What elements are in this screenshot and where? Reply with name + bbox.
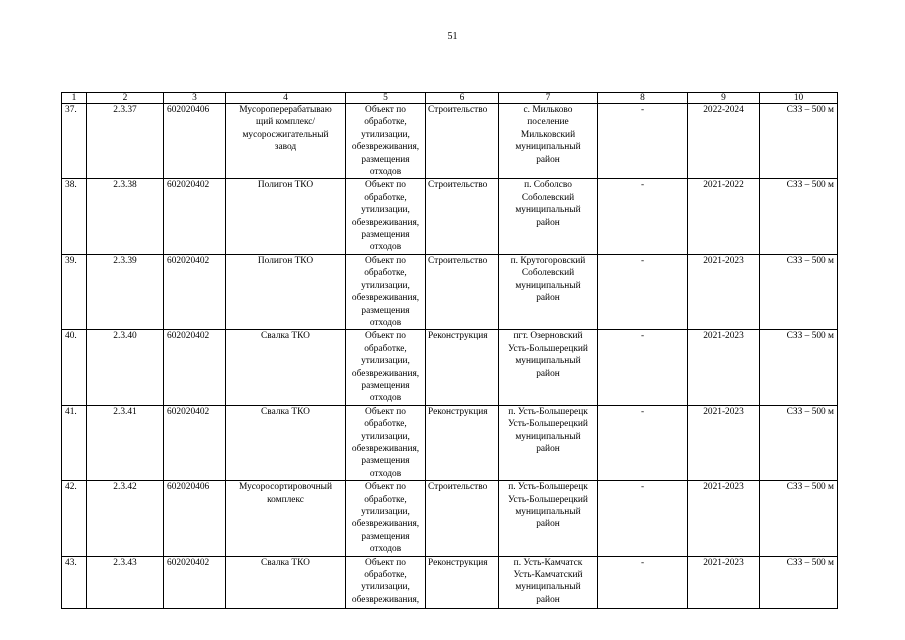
object-purpose-line: обезвреживания, [351, 519, 420, 530]
header-cell: 7 [499, 93, 598, 104]
row-index: 2.3.40 [87, 330, 164, 405]
column-8-value: - [598, 179, 688, 254]
row-index: 2.3.39 [87, 254, 164, 329]
object-name-line: Свалка ТКО [261, 331, 310, 342]
row-number: 42. [62, 481, 87, 556]
object-location-line: Соболевский [521, 268, 575, 279]
object-name [226, 179, 346, 254]
object-location-line: с. Мильково [523, 105, 573, 115]
implementation-period: 2021-2023 [688, 330, 760, 405]
object-location-line: муниципальный [515, 582, 581, 593]
object-location-line: район [536, 519, 560, 530]
object-location-line: район [536, 594, 560, 605]
object-purpose [346, 179, 426, 254]
objects-table [61, 92, 838, 609]
header-cell: 8 [598, 93, 688, 104]
row-number: 40. [62, 330, 87, 405]
table-body [62, 104, 838, 609]
object-location-line: муниципальный [515, 431, 581, 442]
object-purpose [346, 104, 426, 179]
object-purpose-line: Объект по [365, 482, 406, 493]
object-purpose-line: утилизации, [361, 356, 410, 367]
object-name-line: Свалка ТКО [261, 406, 310, 417]
object-purpose-line: утилизации, [361, 582, 410, 593]
object-location [499, 179, 598, 254]
object-location-line: п. Усть-Большерецк [508, 406, 588, 417]
object-purpose-line: Объект по [365, 406, 406, 417]
object-purpose-line: Объект по [365, 105, 406, 115]
header-row [62, 93, 838, 104]
object-name [226, 104, 346, 179]
object-location [499, 556, 598, 608]
table-row [62, 481, 838, 556]
column-8-value: - [598, 556, 688, 608]
column-8-value: - [598, 330, 688, 405]
column-8-value: - [598, 405, 688, 480]
header-cell: 5 [346, 93, 426, 104]
object-purpose-line: отходов [369, 544, 402, 555]
header-cell: 10 [760, 93, 838, 104]
object-code: 602020406 [164, 104, 226, 179]
object-location [499, 104, 598, 179]
object-location [499, 481, 598, 556]
object-location [499, 254, 598, 329]
object-location-line: пгт. Озерновский [513, 331, 583, 342]
object-purpose-line: обработке, [364, 192, 407, 203]
sanitary-zone: СЗЗ – 500 м [760, 330, 838, 405]
object-purpose-line: обезвреживания, [351, 368, 420, 379]
object-purpose-line: обезвреживания, [351, 142, 420, 153]
object-purpose-line: отходов [369, 167, 402, 178]
header-cell: 2 [87, 93, 164, 104]
object-purpose [346, 330, 426, 405]
object-name [226, 556, 346, 608]
object-location [499, 330, 598, 405]
object-name [226, 254, 346, 329]
column-8-value: - [598, 254, 688, 329]
object-purpose-line: размещения [361, 305, 410, 316]
object-name-line: завод [274, 142, 297, 153]
object-purpose [346, 481, 426, 556]
table-row [62, 405, 838, 480]
object-location-line: район [536, 154, 560, 165]
object-purpose-line: обработке, [364, 570, 407, 581]
column-8-value: - [598, 481, 688, 556]
object-purpose-line: размещения [361, 380, 410, 391]
object-location-line: муниципальный [515, 507, 581, 517]
implementation-period: 2021-2023 [688, 556, 760, 608]
sanitary-zone: СЗЗ – 500 м [760, 254, 838, 329]
object-purpose-line: утилизации, [361, 280, 410, 291]
object-location-line: район [536, 443, 560, 454]
object-purpose-line: обработке, [364, 117, 407, 128]
work-kind: Строительство [426, 179, 499, 254]
sanitary-zone: СЗЗ – 500 м [760, 179, 838, 254]
object-name-line: Полигон ТКО [257, 255, 314, 266]
header-cell: 9 [688, 93, 760, 104]
work-kind: Строительство [426, 104, 499, 179]
object-purpose-line: размещения [361, 230, 410, 241]
row-number: 41. [62, 405, 87, 480]
header-cell: 3 [164, 93, 226, 104]
object-name-line: комплекс [267, 494, 304, 505]
object-location-line: район [536, 368, 560, 379]
object-name-line: Мусороперерабатываю [239, 105, 332, 115]
object-location-line: муниципальный [515, 142, 581, 153]
object-name-line: Мусоросортировочный [238, 482, 332, 493]
object-purpose-line: обработке, [364, 343, 407, 354]
object-code: 602020402 [164, 330, 226, 405]
object-purpose-line: утилизации, [361, 507, 410, 517]
sanitary-zone: СЗЗ – 500 м [760, 405, 838, 480]
sanitary-zone: СЗЗ – 500 м [760, 481, 838, 556]
object-purpose-line: Объект по [365, 557, 406, 568]
implementation-period: 2021-2023 [688, 481, 760, 556]
object-name-line: Свалка ТКО [261, 557, 310, 568]
work-kind: Строительство [426, 481, 499, 556]
object-location-line: п. Усть-Камчатск [513, 557, 583, 568]
object-purpose-line: отходов [369, 242, 402, 253]
object-location-line: муниципальный [515, 356, 581, 367]
object-purpose [346, 556, 426, 608]
work-kind: Реконструкция [426, 556, 499, 608]
row-index: 2.3.41 [87, 405, 164, 480]
object-purpose-line: обезвреживания, [351, 594, 420, 605]
object-name-line: мусоросжигательный [242, 129, 329, 140]
sanitary-zone: СЗЗ – 500 м [760, 104, 838, 179]
object-purpose [346, 405, 426, 480]
work-kind: Строительство [426, 254, 499, 329]
work-kind: Реконструкция [426, 330, 499, 405]
object-code: 602020402 [164, 556, 226, 608]
row-number: 39. [62, 254, 87, 329]
object-code: 602020402 [164, 179, 226, 254]
header-cell: 6 [426, 93, 499, 104]
object-purpose-line: обработке, [364, 419, 407, 430]
object-purpose-line: утилизации, [361, 205, 410, 216]
table-row [62, 556, 838, 608]
page-number: 51 [447, 31, 458, 42]
object-location-line: район [536, 293, 560, 304]
object-name [226, 405, 346, 480]
row-index: 2.3.43 [87, 556, 164, 608]
object-purpose-line: отходов [369, 393, 402, 404]
table-row [62, 254, 838, 329]
table-row [62, 330, 838, 405]
header-cell: 1 [62, 93, 87, 104]
object-location-line: п. Крутогоровский [510, 255, 586, 266]
object-code: 602020402 [164, 254, 226, 329]
object-purpose-line: утилизации, [361, 129, 410, 140]
object-location-line: п. Усть-Большерецк [508, 482, 588, 493]
row-index: 2.3.42 [87, 481, 164, 556]
object-name [226, 330, 346, 405]
object-location-line: муниципальный [515, 205, 581, 216]
object-location-line: Усть-Камчатский [513, 570, 583, 581]
object-location-line: муниципальный [515, 280, 581, 291]
object-name-line: Полигон ТКО [257, 180, 314, 191]
object-purpose-line: отходов [369, 317, 402, 328]
row-number: 37. [62, 104, 87, 179]
object-name-line: щий комплекс/ [255, 117, 316, 128]
object-purpose-line: обезвреживания, [351, 217, 420, 228]
object-purpose-line: обработке, [364, 494, 407, 505]
object-location-line: Мильковский [520, 129, 576, 140]
object-location-line: п. Соболсво [524, 180, 572, 191]
header-cell: 4 [226, 93, 346, 104]
implementation-period: 2021-2023 [688, 405, 760, 480]
object-purpose-line: обезвреживания, [351, 443, 420, 454]
object-purpose [346, 254, 426, 329]
implementation-period: 2021-2023 [688, 254, 760, 329]
column-8-value: - [598, 104, 688, 179]
object-location-line: поселение [527, 117, 569, 128]
object-purpose-line: обработке, [364, 268, 407, 279]
row-number: 43. [62, 556, 87, 608]
object-purpose-line: отходов [369, 468, 402, 479]
implementation-period: 2021-2022 [688, 179, 760, 254]
object-purpose-line: утилизации, [361, 431, 410, 442]
object-purpose-line: Объект по [365, 331, 406, 342]
object-purpose-line: Объект по [365, 255, 406, 266]
table-row [62, 104, 838, 179]
object-location-line: Соболевский [521, 192, 575, 203]
object-location-line: Усть-Большерецкий [508, 419, 588, 430]
implementation-period: 2022-2024 [688, 104, 760, 179]
sanitary-zone: СЗЗ – 500 м [760, 556, 838, 608]
row-number: 38. [62, 179, 87, 254]
object-purpose-line: обезвреживания, [351, 293, 420, 304]
table-row [62, 179, 838, 254]
row-index: 2.3.37 [87, 104, 164, 179]
object-code: 602020406 [164, 481, 226, 556]
object-purpose-line: Объект по [365, 180, 406, 191]
object-location-line: район [536, 217, 560, 228]
object-code: 602020402 [164, 405, 226, 480]
object-location [499, 405, 598, 480]
object-location-line: Усть-Большерецкий [508, 494, 588, 505]
object-purpose-line: размещения [361, 456, 410, 467]
row-index: 2.3.38 [87, 179, 164, 254]
object-name [226, 481, 346, 556]
object-location-line: Усть-Большерецкий [508, 343, 588, 354]
object-purpose-line: размещения [361, 154, 410, 165]
object-purpose-line: размещения [361, 531, 410, 542]
work-kind: Реконструкция [426, 405, 499, 480]
